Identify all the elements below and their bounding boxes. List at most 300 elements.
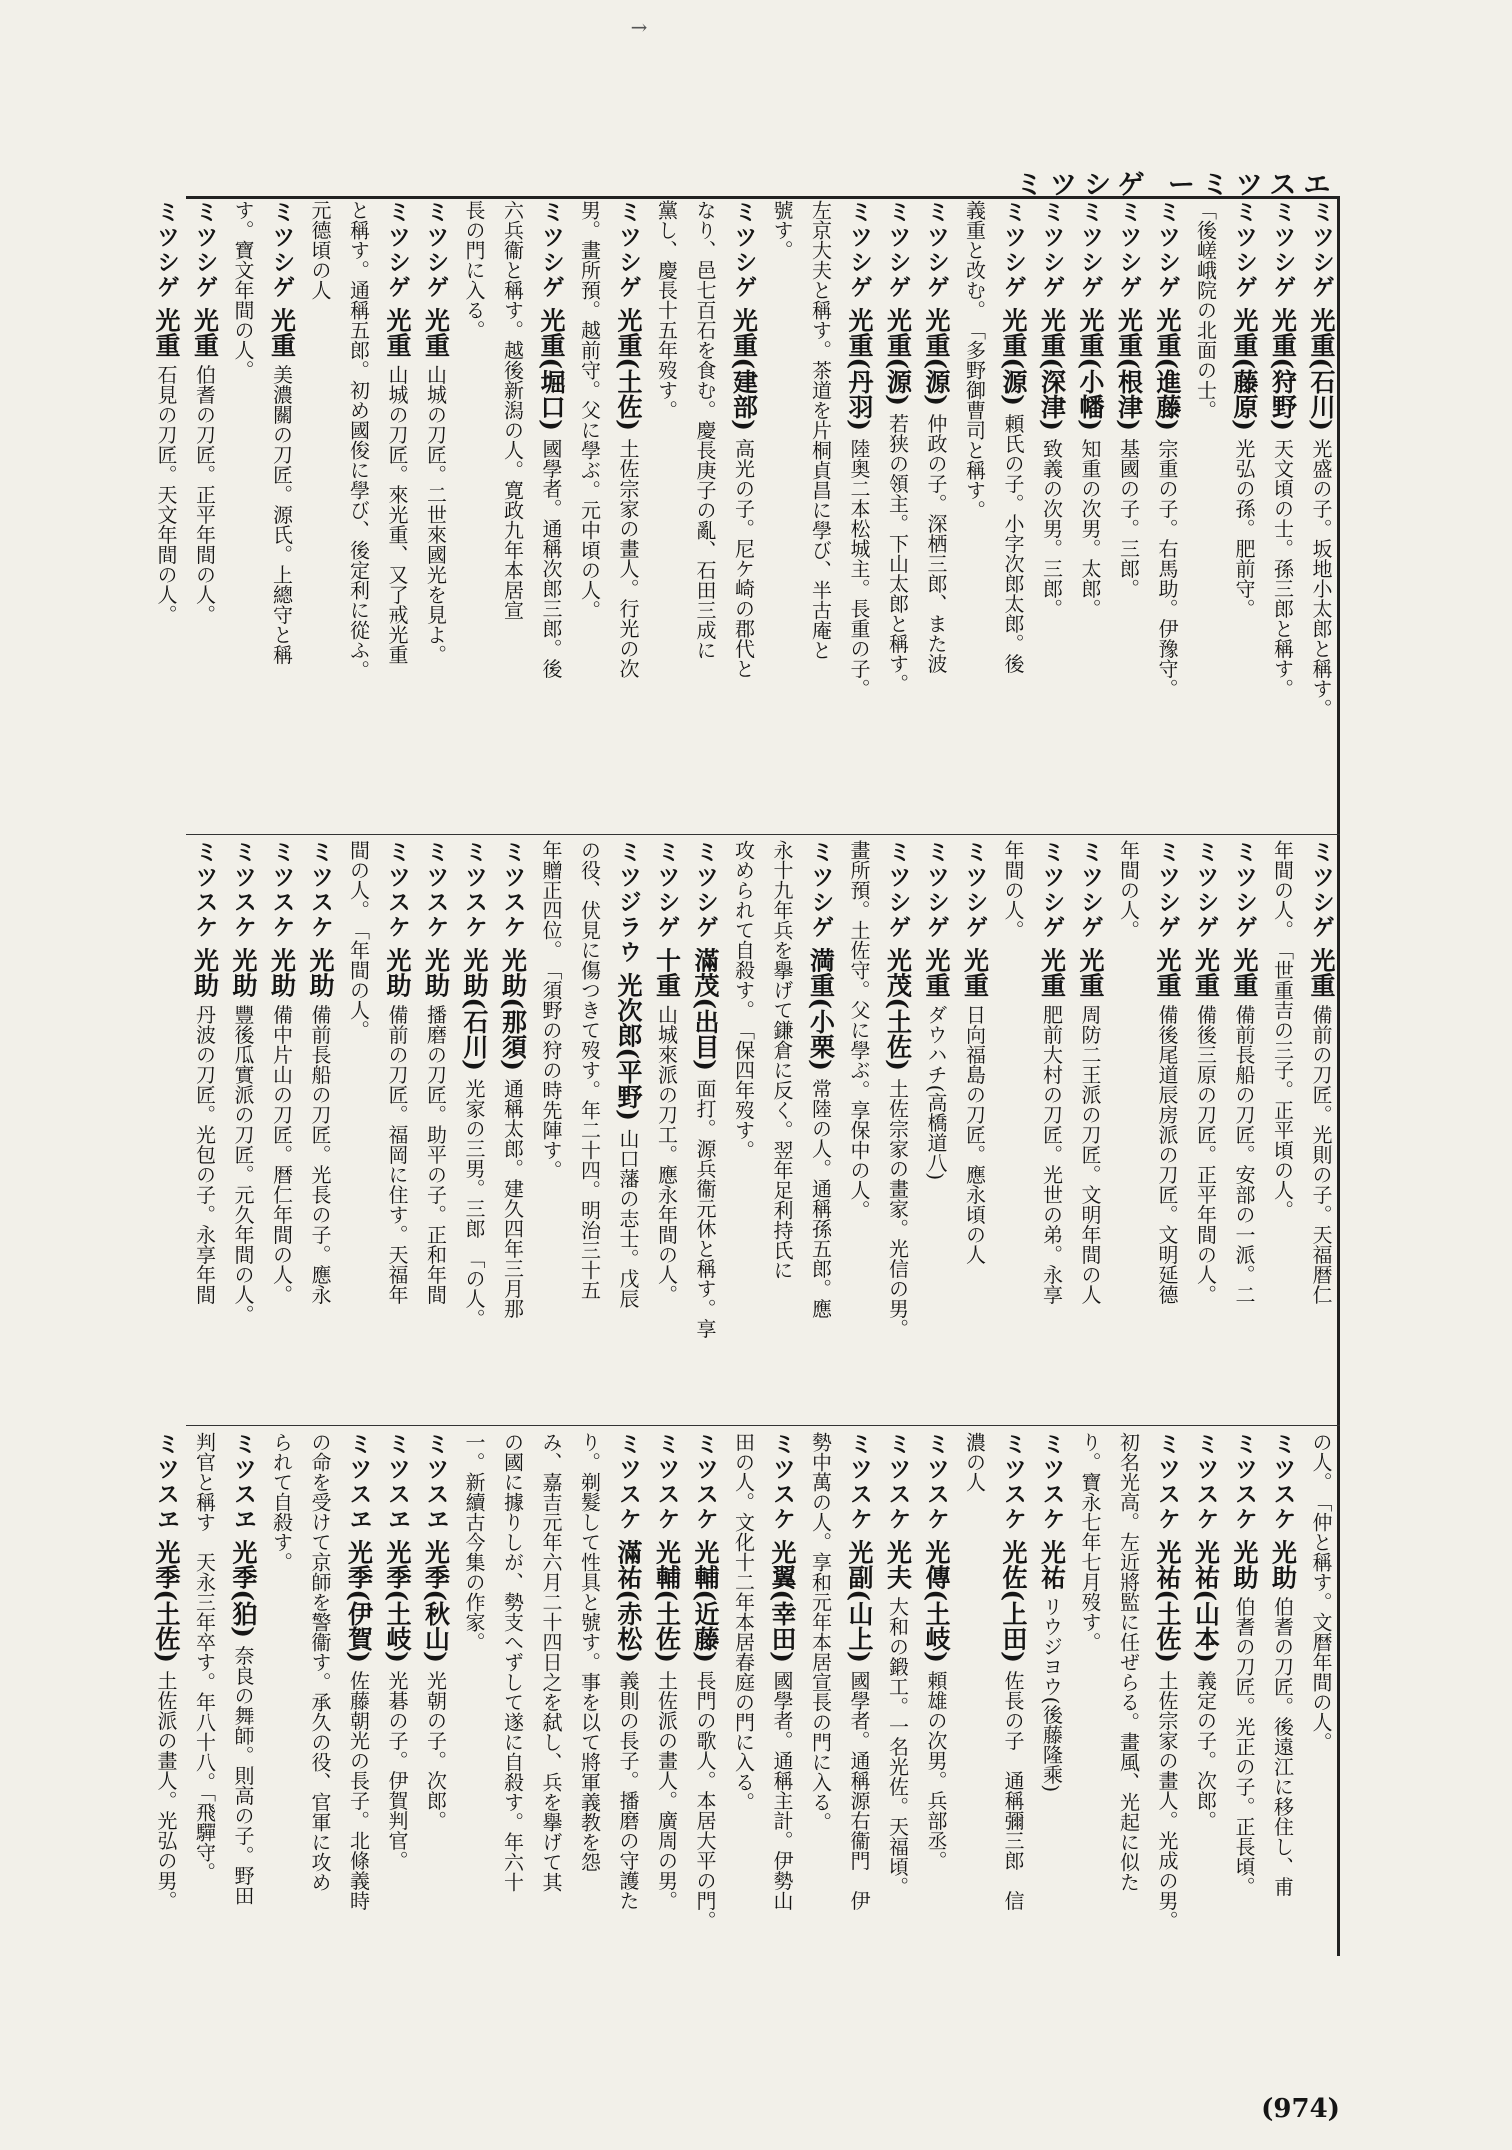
entry-name: 光重 bbox=[1037, 947, 1067, 998]
entry-reading: ミツスヱ bbox=[345, 1432, 372, 1532]
entry-name: 光重(小幡) bbox=[1076, 307, 1105, 431]
text-column bbox=[724, 1432, 763, 1952]
entry-reading: ミツスヱ bbox=[384, 1432, 410, 1532]
text-column bbox=[1263, 1432, 1302, 1952]
entry-reading: ミツスケ bbox=[384, 840, 410, 940]
entry-description: 山口藩の志士。戊辰 bbox=[616, 1128, 640, 1309]
text-column bbox=[994, 200, 1033, 832]
entry-reading: ミツスケ bbox=[846, 1432, 872, 1532]
entry-description: 山城の刀匠。來光重、又了戒光重 bbox=[385, 364, 409, 665]
entry-reading: ミツシゲ bbox=[422, 200, 449, 300]
text-column bbox=[570, 1432, 609, 1952]
entry-name: 光重(堀口) bbox=[537, 307, 566, 431]
entry-description: られて自殺す。 bbox=[269, 1432, 294, 1572]
entry-name: 光助 bbox=[267, 947, 297, 998]
text-column bbox=[1071, 840, 1110, 1422]
entry-name: 光助(那須) bbox=[498, 947, 528, 1071]
entry-reading: ミツシゲ bbox=[615, 200, 641, 300]
entry-description: 攻められて自殺す。 「保四年歿す。 bbox=[731, 840, 756, 1160]
text-column bbox=[224, 200, 263, 832]
text-column bbox=[647, 200, 686, 832]
text-column bbox=[455, 1432, 494, 1952]
text-column bbox=[840, 200, 879, 832]
running-head: ミツシゲ ーミツスエ bbox=[1016, 170, 1338, 201]
entry-name: 光助 bbox=[1268, 1539, 1298, 1590]
text-column bbox=[917, 200, 956, 832]
text-column bbox=[1109, 200, 1148, 832]
text-column bbox=[301, 1432, 340, 1952]
entry-reading: ミツジラウ bbox=[615, 840, 641, 965]
entry-description: 間の人。 「年間の人。 bbox=[346, 840, 371, 1040]
text-column bbox=[801, 1432, 840, 1952]
entry-name: 光傳(土岐) bbox=[922, 1539, 951, 1663]
text-column bbox=[801, 200, 840, 832]
entry-description: 石見の刀匠。天文年間の人。 bbox=[154, 364, 178, 625]
text-column bbox=[609, 840, 648, 1422]
entry-description: 豐後瓜實派の刀匠。元久年間の人。 bbox=[231, 1004, 255, 1325]
entry-description: 播磨の刀匠。助平の子。正和年間 bbox=[423, 1004, 448, 1305]
text-column bbox=[917, 840, 956, 1422]
entry-reading: ミツシゲ bbox=[1115, 200, 1142, 300]
text-column bbox=[1109, 840, 1148, 1422]
entry-reading: ミツスケ bbox=[1192, 1432, 1219, 1532]
text-column bbox=[1225, 1432, 1264, 1952]
text-column bbox=[532, 840, 571, 1422]
entry-description: 大和の鍛工。一名光佐。天福頃。 bbox=[885, 1596, 910, 1897]
entry-description: 國學者。通稱次郎三郎。後 bbox=[539, 438, 563, 679]
text-column bbox=[416, 1432, 455, 1952]
entry-name: 光重(源) bbox=[999, 307, 1028, 406]
entry-description: 通稱太郎。建久四年三月那 bbox=[500, 1078, 525, 1319]
entry-name: 光重 bbox=[152, 307, 181, 358]
entry-name: 光重(狩野) bbox=[1268, 307, 1298, 431]
entry-reading: ミツスケ bbox=[499, 840, 526, 940]
entry-name: 滿茂(出目) bbox=[691, 947, 720, 1071]
entry-description: 山城の刀匠。二世來國光を見よ。 bbox=[423, 364, 448, 665]
text-column bbox=[840, 840, 879, 1422]
entry-name: 光重 bbox=[960, 947, 990, 998]
text-column bbox=[609, 200, 648, 832]
entry-name: 光助 bbox=[306, 947, 335, 998]
entry-description: 土佐宗家の畫人。光成の男。 bbox=[1155, 1670, 1179, 1931]
entry-reading: ミツスケ bbox=[268, 840, 295, 940]
entry-reading: ミツシゲ bbox=[1000, 200, 1026, 300]
entry-description: 高光の子。尼ケ崎の郡代と bbox=[731, 438, 756, 679]
entry-reading: ミツシゲ bbox=[1231, 840, 1257, 940]
text-column bbox=[185, 1432, 224, 1952]
entry-description: 宗重の子。右馬助。伊豫守。 bbox=[1155, 438, 1179, 699]
text-column bbox=[763, 1432, 802, 1952]
entry-reading: ミツスヱ bbox=[422, 1432, 449, 1532]
top-mark: → bbox=[630, 15, 648, 39]
text-column bbox=[878, 200, 917, 832]
entry-description: 佐長の子 通稱彌三郎 信 bbox=[1001, 1670, 1025, 1911]
text-column bbox=[262, 1432, 301, 1952]
entry-name: 光次郎(平野) bbox=[614, 972, 643, 1121]
text-column bbox=[493, 840, 532, 1422]
entry-reading: ミツシゲ bbox=[1154, 200, 1180, 300]
entry-reading: ミツシゲ bbox=[384, 200, 410, 300]
entry-description: 備前の刀匠。福岡に住す。天福年 bbox=[385, 1004, 409, 1305]
entry-name: 光重(進藤) bbox=[1153, 307, 1182, 431]
text-column bbox=[647, 840, 686, 1422]
entry-description: 陸奥二本松城主。長重の子。 bbox=[847, 438, 871, 699]
text-column bbox=[570, 200, 609, 832]
entry-reading: ミツスケ bbox=[461, 840, 487, 940]
text-column bbox=[339, 840, 378, 1422]
entry-reading: ミツスヱ bbox=[153, 1432, 179, 1532]
text-column bbox=[647, 1432, 686, 1952]
entry-description: 仲政の子。深栖三郎、また波 bbox=[924, 413, 948, 674]
entry-name: 光重 bbox=[190, 307, 220, 358]
text-column bbox=[224, 840, 263, 1422]
entry-reading: ミツシゲ bbox=[1038, 200, 1065, 300]
entry-name: 光重 bbox=[1153, 947, 1182, 998]
entry-description: 備後三原の刀匠。正平年間の人。 bbox=[1193, 1004, 1218, 1305]
entry-name: 光祐(山本) bbox=[1191, 1539, 1221, 1663]
entry-reading: ミツシゲ bbox=[923, 200, 949, 300]
entry-description: 左京大夫と稱す。茶道を片桐貞昌に學び、半古庵と bbox=[808, 200, 833, 660]
entry-name: 光重(丹羽) bbox=[845, 307, 874, 431]
entry-description: 長の門に入る。 bbox=[462, 200, 486, 340]
text-column bbox=[1071, 1432, 1110, 1952]
entry-name: 光茂(土佐) bbox=[883, 947, 913, 1071]
entry-description: 光朝の子。次郎。 bbox=[423, 1670, 448, 1831]
text-column bbox=[455, 200, 494, 832]
entry-description: 國學者。通稱主計。伊勢山 bbox=[770, 1670, 794, 1911]
entry-name: 光助 bbox=[190, 947, 220, 998]
entry-reading: ミツシゲ bbox=[1038, 840, 1065, 940]
entry-description: の役、伏見に傷つきて歿す。年二十四。明治三十五 bbox=[577, 840, 602, 1300]
entry-name: 光重(石川) bbox=[1307, 307, 1336, 431]
entry-reading: ミツスヱ bbox=[230, 1432, 256, 1532]
entry-description: 備前長船の刀匠。安部の一派。二 bbox=[1232, 1004, 1256, 1305]
entry-description: 基國の子。三郎。 bbox=[1116, 438, 1141, 599]
entry-description: の命を受けて京師を警衞す。承久の役、官軍に攻め bbox=[308, 1432, 332, 1892]
band-divider bbox=[186, 1425, 1340, 1426]
entry-description: 丹波の刀匠。光包の子。永享年間 bbox=[192, 1004, 217, 1305]
entry-name: 光重 bbox=[1307, 947, 1336, 998]
entry-name: 光輔(土佐) bbox=[652, 1539, 682, 1663]
entry-description: の國に據りしが、勢支へずして遂に自殺す。年六十 bbox=[500, 1432, 525, 1892]
text-column bbox=[378, 1432, 417, 1952]
text-column bbox=[1032, 200, 1071, 832]
entry-description: 長門の歌人。本居大平の門。 bbox=[693, 1670, 717, 1931]
text-column bbox=[493, 200, 532, 832]
text-column bbox=[878, 840, 917, 1422]
entry-reading: ミツシゲ bbox=[923, 840, 949, 940]
entry-reading: ミツシゲ bbox=[1154, 840, 1180, 940]
text-column bbox=[1263, 200, 1302, 832]
entry-reading: ミツシゲ bbox=[1269, 200, 1296, 300]
entry-description: 濃の人 bbox=[962, 1432, 987, 1492]
entry-reading: ミツシゲ bbox=[884, 200, 911, 300]
text-column bbox=[416, 840, 455, 1422]
entry-name: 滿祐(赤松) bbox=[614, 1539, 643, 1663]
entry-description: 奈良の舞師。則高の子。野田 bbox=[231, 1645, 255, 1906]
entry-name: 光重(源) bbox=[883, 307, 913, 406]
entry-description: 土佐宗家の畫人。行光の次 bbox=[616, 438, 640, 679]
entry-band-1 bbox=[152, 200, 1340, 832]
text-column bbox=[339, 1432, 378, 1952]
text-column bbox=[994, 840, 1033, 1422]
entry-description: り。寶永七年七月歿す。 bbox=[1078, 1432, 1102, 1652]
text-column bbox=[1032, 1432, 1071, 1952]
entry-reading: ミツシゲ bbox=[1077, 200, 1103, 300]
entry-reading: ミツスケ bbox=[1269, 1432, 1296, 1532]
entry-description: 土佐派の畫人。廣周の男。 bbox=[654, 1670, 679, 1911]
entry-name: 光祐(土佐) bbox=[1153, 1539, 1182, 1663]
entry-reading: ミツシゲ bbox=[538, 200, 564, 300]
entry-reading: ミツシゲ bbox=[1192, 840, 1219, 940]
entry-description: 黨し、慶長十五年歿す。 bbox=[654, 200, 679, 420]
text-column bbox=[1302, 840, 1341, 1422]
entry-description: 光盛の子。坂地小太郎と稱す。 bbox=[1309, 438, 1333, 719]
entry-description: 義則の長子。播磨の守護た bbox=[616, 1670, 640, 1911]
entry-reading: ミツスケ bbox=[230, 840, 256, 940]
entry-description: 致義の次男。三郎。 bbox=[1039, 438, 1064, 619]
entry-description: 年間の人。 bbox=[1116, 840, 1141, 940]
entry-description: 年間の人。 bbox=[1001, 840, 1025, 940]
entry-reading: ミツシゲ bbox=[191, 200, 218, 300]
text-column bbox=[955, 840, 994, 1422]
entry-description: 佐藤朝光の長子。北條義時 bbox=[346, 1670, 371, 1911]
entry-description: 光弘の孫。肥前守。 bbox=[1232, 438, 1256, 619]
text-column bbox=[801, 840, 840, 1422]
text-column bbox=[262, 200, 301, 832]
entry-description: 日向福島の刀匠。應永頃の人 bbox=[962, 1004, 987, 1265]
text-column bbox=[532, 1432, 571, 1952]
text-column bbox=[416, 200, 455, 832]
text-column bbox=[1302, 1432, 1341, 1952]
text-column bbox=[763, 200, 802, 832]
page-number: (974) bbox=[1261, 2094, 1340, 2124]
text-column bbox=[262, 840, 301, 1422]
entry-description: 備後尾道辰房派の刀匠。文明延德 bbox=[1155, 1004, 1179, 1305]
entry-description: ダウハチ(高橋道八) bbox=[924, 1004, 948, 1181]
entry-description: 男。畫所預。越前守。父に學ぶ。元中頃の人。 bbox=[577, 200, 602, 620]
entry-description: の人。 「仲と稱す。文暦年間の人。 bbox=[1309, 1432, 1333, 1752]
entry-name: 十重 bbox=[652, 947, 682, 998]
entry-reading: ミツスケ bbox=[1038, 1432, 1065, 1532]
entry-description: 若狭の領主。下山太郎と稱す。 bbox=[885, 413, 910, 694]
text-column bbox=[378, 840, 417, 1422]
entry-reading: ミツスケ bbox=[422, 840, 449, 940]
text-column bbox=[609, 1432, 648, 1952]
text-column bbox=[378, 200, 417, 832]
text-column bbox=[763, 840, 802, 1422]
text-column bbox=[493, 1432, 532, 1952]
entry-description: 光碁の子。伊賀判官。 bbox=[385, 1670, 409, 1871]
entry-reading: ミツシゲ bbox=[653, 840, 680, 940]
entry-description: 備前長船の刀匠。光長の子。應永 bbox=[308, 1004, 332, 1305]
entry-name: 光助 bbox=[421, 947, 451, 998]
entry-description: なり、邑七百石を食む。慶長庚子の亂、石田三成に bbox=[693, 200, 717, 660]
entry-reading: ミツシゲ bbox=[1077, 840, 1103, 940]
entry-name: 光副(山上) bbox=[845, 1539, 874, 1663]
entry-description: 元德頃の人 bbox=[308, 200, 332, 300]
entry-name: 光重 bbox=[922, 947, 951, 998]
entry-description: 面打。源兵衞元休と稱す。享 bbox=[693, 1078, 717, 1339]
entry-reading: ミツスケ bbox=[653, 1432, 680, 1532]
entry-name: 光佐(上田) bbox=[999, 1539, 1028, 1663]
entry-name: 光輔(近藤) bbox=[691, 1539, 720, 1663]
entry-name: 光重 bbox=[267, 307, 297, 358]
entry-description: 「後嵯峨院の北面の士。 bbox=[1193, 200, 1218, 420]
entry-description: 備前の刀匠。光則の子。天福暦仁 bbox=[1309, 1004, 1333, 1305]
entry-description: す。寶文年間の人。 bbox=[231, 200, 255, 380]
entry-reading: ミツスケ bbox=[692, 1432, 718, 1532]
entry-reading: ミツスケ bbox=[1000, 1432, 1026, 1532]
text-column bbox=[1148, 840, 1187, 1422]
entry-description: 頼氏の子。小字次郎太郎。後 bbox=[1001, 413, 1025, 674]
entry-name: 光翼(幸田) bbox=[768, 1539, 797, 1663]
entry-description: 田の人。文化十二年本居春庭の門に入る。 bbox=[731, 1432, 756, 1812]
text-column bbox=[724, 200, 763, 832]
text-column bbox=[455, 840, 494, 1422]
entry-description: 周防二王派の刀匠。文明年間の人 bbox=[1078, 1004, 1102, 1305]
entry-reading: ミツシゲ bbox=[1231, 200, 1257, 300]
text-column bbox=[686, 200, 725, 832]
entry-reading: ミツスケ bbox=[307, 840, 333, 940]
entry-reading: ミツシゲ bbox=[1308, 200, 1334, 300]
text-column bbox=[1032, 840, 1071, 1422]
entry-reading: ミツスケ bbox=[769, 1432, 795, 1532]
text-column bbox=[147, 1432, 186, 1952]
text-column bbox=[224, 1432, 263, 1952]
entry-band-3 bbox=[152, 1432, 1340, 1952]
entry-reading: ミツシゲ bbox=[807, 840, 834, 940]
text-column bbox=[147, 200, 186, 832]
text-column bbox=[1225, 200, 1264, 832]
entry-reading: ミツシゲ bbox=[692, 840, 718, 940]
entry-name: 光重(藤原) bbox=[1230, 307, 1259, 431]
entry-band-2 bbox=[186, 840, 1340, 1422]
entry-description: 義定の子。次郎。 bbox=[1193, 1670, 1218, 1831]
entry-description: 畫所預。土佐守。父に學ぶ。享保中の人。 bbox=[847, 840, 871, 1220]
entry-name: 満重(小栗) bbox=[806, 947, 836, 1071]
entry-reading: ミツシゲ bbox=[153, 200, 179, 300]
entry-name: 光季(土佐) bbox=[152, 1539, 181, 1663]
entry-name: 光重 bbox=[1191, 947, 1221, 998]
text-column bbox=[1263, 840, 1302, 1422]
text-column bbox=[1302, 200, 1341, 832]
entry-description: 備中片山の刀匠。暦仁年間の人。 bbox=[269, 1004, 294, 1305]
entry-description: 知重の次男。太郎。 bbox=[1078, 438, 1102, 619]
text-column bbox=[1186, 200, 1225, 832]
entry-description: 頼雄の次男。兵部丞。 bbox=[924, 1670, 948, 1871]
entry-description: 山城來派の刀工。應永年間の人。 bbox=[654, 1004, 679, 1305]
entry-description: 伯耆の刀匠。光正の子。正長頃。 bbox=[1232, 1596, 1256, 1897]
entry-description: 初名光高。左近將監に任ぜらる。畫風、光起に似た bbox=[1116, 1432, 1141, 1892]
text-column bbox=[686, 840, 725, 1422]
text-column bbox=[1186, 840, 1225, 1422]
entry-name: 光重(土佐) bbox=[614, 307, 643, 431]
entry-name: 光助 bbox=[229, 947, 258, 998]
entry-reading: ミツシゲ bbox=[846, 200, 872, 300]
entry-name: 光季(狛) bbox=[229, 1539, 258, 1638]
entry-description: 天文頃の士。孫三郎と稱す。 bbox=[1270, 438, 1295, 699]
text-column bbox=[1186, 1432, 1225, 1952]
entry-name: 光季(秋山) bbox=[421, 1539, 451, 1663]
entry-description: 一。新續古今集の作家。 bbox=[462, 1432, 486, 1652]
text-column bbox=[917, 1432, 956, 1952]
entry-name: 光夫 bbox=[883, 1539, 913, 1590]
entry-description: 年贈正四位。 「須野の狩の時先陣す。 bbox=[539, 840, 563, 1180]
text-column bbox=[994, 1432, 1033, 1952]
text-column bbox=[840, 1432, 879, 1952]
entry-description: 土佐派の畫人。光弘の男。 bbox=[154, 1670, 178, 1911]
text-column bbox=[532, 200, 571, 832]
text-column bbox=[339, 200, 378, 832]
entry-description: 判官と稱す 天永三年卒す。年八十八。「飛驒守。 bbox=[192, 1432, 217, 1882]
entry-name: 光重 bbox=[421, 307, 451, 358]
text-column bbox=[185, 200, 224, 832]
text-column bbox=[1071, 200, 1110, 832]
entry-description: 伯耆の刀匠。後遠江に移住し、甫 bbox=[1270, 1596, 1295, 1897]
entry-name: 光助 bbox=[1230, 1539, 1259, 1590]
text-column bbox=[570, 840, 609, 1422]
entry-reading: ミツシゲ bbox=[730, 200, 757, 300]
text-column bbox=[686, 1432, 725, 1952]
text-column bbox=[878, 1432, 917, 1952]
entry-name: 光重(深津) bbox=[1037, 307, 1067, 431]
text-column bbox=[1225, 840, 1264, 1422]
entry-description: り。剃髮して性具と號す。事を以て將軍義教を怨 bbox=[577, 1432, 602, 1872]
entry-description: み、嘉吉元年六月二十四日之を弑し、兵を擧げて其 bbox=[539, 1432, 563, 1892]
entry-description: リウジヨウ(後藤隆乘) bbox=[1039, 1596, 1064, 1793]
entry-name: 光季(土岐) bbox=[383, 1539, 412, 1663]
text-column bbox=[1109, 1432, 1148, 1952]
entry-description: 美濃關の刀匠。源氏。上總守と稱 bbox=[269, 364, 294, 665]
entry-description: 國學者。通稱源右衞門 伊 bbox=[847, 1670, 871, 1911]
entry-description: 伯耆の刀匠。正平年間の人。 bbox=[192, 364, 217, 625]
entry-name: 光重 bbox=[383, 307, 412, 358]
entry-name: 光季(伊賀) bbox=[344, 1539, 374, 1663]
entry-name: 光祐 bbox=[1037, 1539, 1067, 1590]
entry-reading: ミツシゲ bbox=[1308, 840, 1334, 940]
text-column bbox=[1148, 200, 1187, 832]
entry-reading: ミツスケ bbox=[191, 840, 218, 940]
entry-reading: ミツシゲ bbox=[961, 840, 988, 940]
entry-reading: ミツスケ bbox=[1154, 1432, 1180, 1532]
entry-description: 永十九年兵を擧げて鎌倉に反く。翌年足利持氏に bbox=[770, 840, 794, 1280]
entry-name: 光重 bbox=[1230, 947, 1259, 998]
entry-description: 年間の人。 「世重吉の三子。正平頃の人。 bbox=[1270, 840, 1295, 1220]
entry-reading: ミツスケ bbox=[615, 1432, 641, 1532]
entry-reading: ミツスケ bbox=[884, 1432, 911, 1532]
entry-name: 光助 bbox=[383, 947, 412, 998]
entry-name: 光助(石川) bbox=[460, 947, 489, 1071]
text-column bbox=[185, 840, 224, 1422]
entry-reading: ミツシゲ bbox=[884, 840, 911, 940]
entry-description: 常陸の人。通稱孫五郎。應 bbox=[808, 1078, 833, 1319]
band-divider bbox=[186, 834, 1340, 835]
text-column bbox=[955, 200, 994, 832]
entry-description: 義重と改む。 「多野御曹司と稱す。 bbox=[962, 200, 987, 520]
text-column bbox=[724, 840, 763, 1422]
text-column bbox=[955, 1432, 994, 1952]
entry-description: と稱す。通稱五郎。初め國俊に學び、後定利に從ふ。 bbox=[346, 200, 371, 680]
entry-name: 光重(源) bbox=[922, 307, 951, 406]
entry-description: 光家の三男。三郎 「の人。 bbox=[462, 1078, 486, 1329]
entry-description: 六兵衞と稱す。越後新潟の人。寛政九年本居宣 bbox=[500, 200, 525, 620]
entry-reading: ミツスケ bbox=[1231, 1432, 1257, 1532]
text-column bbox=[1148, 1432, 1187, 1952]
entry-description: 號す。 bbox=[770, 200, 794, 260]
entry-description: 土佐宗家の畫家。光信の男。 bbox=[885, 1078, 910, 1339]
text-column bbox=[301, 200, 340, 832]
